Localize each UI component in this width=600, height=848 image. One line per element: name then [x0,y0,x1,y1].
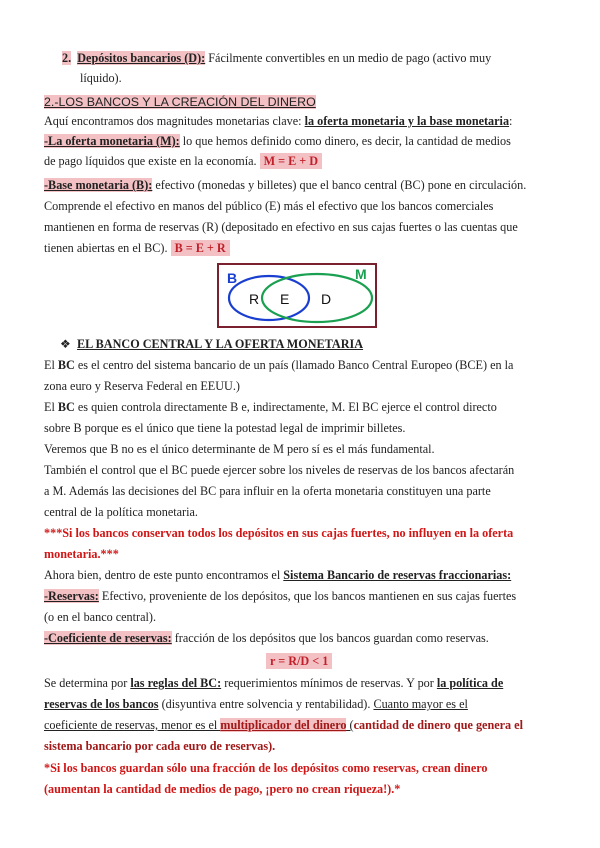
intro-end: : [509,114,513,128]
venn-label-m: M [355,266,367,282]
coef-formula: r = R/D < 1 [266,653,332,669]
p6-mult-text: cantidad de dinero que genera el [353,718,523,732]
item-number: 2. [62,51,72,65]
p2-text: es quien controla directamente B e, indirectamente, M. El BC ejerce el control directo [74,400,497,414]
bc-p5 [44,565,511,585]
p6-multiplicador: multiplicador del dinero [220,718,347,732]
note-2-line-1 [44,758,488,778]
reservas-line-1 [44,586,516,606]
p6-key-2b: reservas de los bancos [44,697,159,711]
venn-diagram [217,263,377,328]
base-line-1 [44,175,526,195]
coef-term: -Coeficiente de reservas: [44,631,172,645]
note-2-text-2: (aumentan la cantidad de medios de pago, ¡pero no crean riqueza!).* [44,782,401,796]
oferta-line-2 [44,151,322,171]
section-heading [44,92,316,112]
p6-mid: requerimientos mínimos de reservas. Y por [221,676,437,690]
p2-text-2: sobre B porque es el único que tiene la potestad legal de imprimir billetes. [44,421,406,435]
diamond-bullet-icon: ❖ [60,337,71,351]
bc-p2-line-2 [44,418,405,438]
base-text: efectivo (monedas y billetes) que el banco central (BC) pone en circulación. [152,178,527,192]
reservas-text: Efectivo, proveniente de los depósitos, que los bancos mantienen en sus cajas fuertes [98,589,517,603]
bc-p4-line-3 [44,502,198,522]
coef-text: fracción de los depósitos que los bancos guardan como reservas. [171,631,489,645]
base-line-4 [44,238,230,258]
p1-text-2: zona euro y Reserva Federal en EEUU.) [44,379,240,393]
item-term: Depósitos bancarios (D): [77,51,206,65]
note-1-line-1 [44,523,513,543]
base-text-2: Comprende el efectivo en manos del público (E) más el efectivo que los bancos comerciales [44,199,494,213]
venn-label-d: D [321,291,332,307]
p6-key-1: las reglas del BC: [130,676,222,690]
note-2-line-2 [44,779,400,799]
bc-p6-line-3 [44,715,523,735]
base-line-3 [44,217,518,237]
p6-paren: ( [346,718,354,732]
base-line-2 [44,196,493,216]
p1-text: es el centro del sistema bancario de un país (llamado Banco Central Europeo (BCE) en la [74,358,514,372]
item-2-line-2 [80,68,122,88]
venn-label-e: E [280,291,290,307]
p6-underline-2: coeficiente de reservas, menor es el [44,718,221,732]
item-text: Fácilmente convertibles en un medio de pago (activo muy [205,51,492,65]
venn-label-b: B [227,270,238,286]
bc-p3 [44,439,435,459]
oferta-term: -La oferta monetaria (M): [44,134,180,148]
intro-key: la oferta monetaria y la base monetaria [304,114,510,128]
bc-p6-line-2 [44,694,468,714]
bc-p2-line-1 [44,397,497,417]
oferta-line-1 [44,131,511,151]
bc-p1-line-2 [44,376,240,396]
base-text-3: mantienen en forma de reservas (R) (depositado en efectivo en sus cajas fuertes o las cuentas que [44,220,518,234]
p2-bc: BC [57,400,75,414]
bc-p4-line-1 [44,460,514,480]
p4-text-2: a M. Además las decisiones del BC para influir en la oferta monetaria constituyen una parte [44,484,491,498]
oferta-formula: M = E + D [260,153,323,169]
intro-text: Aquí encontramos dos magnitudes monetarias clave: [44,114,305,128]
bc-p4-line-2 [44,481,491,501]
intro-line [44,111,512,131]
reservas-text-2: (o en el banco central). [44,610,156,624]
item-2-line-1 [62,48,491,68]
p6-pre: Se determina por [44,676,131,690]
p1-bc: BC [57,358,75,372]
base-term: -Base monetaria (B): [44,178,153,192]
coef-formula-line [266,651,332,671]
p6-underline-1: Cuanto mayor es el [373,697,468,711]
base-formula: B = E + R [171,240,230,256]
base-text-4: tienen abiertas en el BC). [44,241,171,255]
p4-text-1: También el control que el BC puede ejercer sobre los niveles de reservas de los bancos afectarán [44,463,515,477]
bc-p6-line-1 [44,673,503,693]
reservas-line-2 [44,607,156,627]
p5-pre: Ahora bien, dentro de este punto encontramos el [44,568,284,582]
item-text-cont: líquido). [80,71,122,85]
bc-p1-line-1 [44,355,513,375]
coef-line [44,628,489,648]
reservas-term: -Reservas: [44,589,99,603]
p6-mid-2: (disyuntiva entre solvencia y rentabilidad). [158,697,374,711]
note-2-text: *Si los bancos guardan sólo una fracción de los depósitos como reservas, crean dinero [44,761,488,775]
p2-pre: El [44,400,58,414]
bc-title: EL BANCO CENTRAL Y LA OFERTA MONETARIA [77,337,364,351]
note-1-text: ***Si los bancos conservan todos los depósitos en sus cajas fuertes, no influyen en la oferta [44,526,514,540]
note-1-text-2: monetaria.*** [44,547,119,561]
p6-key-2a: la política de [436,676,504,690]
p3-text: Veremos que B no es el único determinante de M pero sí es el más fundamental. [44,442,435,456]
venn-label-r: R [249,291,260,307]
p1-pre: El [44,358,58,372]
bc-heading [60,334,363,354]
bc-p6-line-4 [44,736,275,756]
section-title: 2.-LOS BANCOS Y LA CREACIÓN DEL DINERO [44,95,316,109]
note-1-line-2 [44,544,119,564]
oferta-text-cont: de pago líquidos que existe en la economía. [44,154,260,168]
oferta-text: lo que hemos definido como dinero, es decir, la cantidad de medios [179,134,511,148]
p5-key: Sistema Bancario de reservas fraccionarias: [283,568,512,582]
p6-mult-text-2: sistema bancario por cada euro de reservas). [44,739,276,753]
p4-text-3: central de la política monetaria. [44,505,198,519]
